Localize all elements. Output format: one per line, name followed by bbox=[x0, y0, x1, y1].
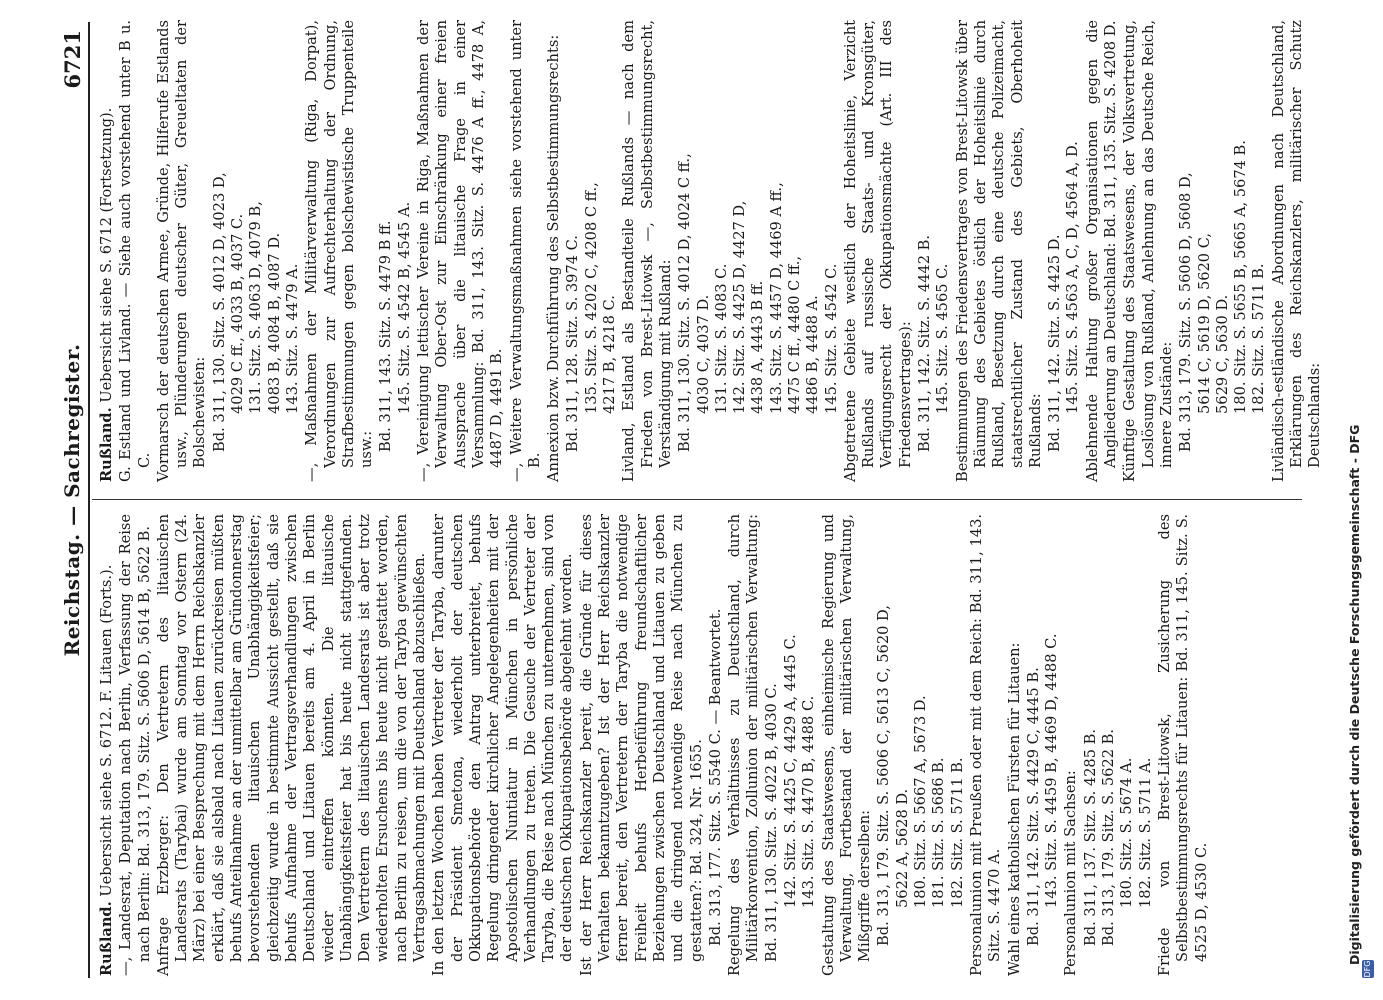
entry-text: Livländisch-estländische Abordnungen nach Deutschland, Erklärungen des Reichskanzlers, militärischer Schutz Deutschlands: bbox=[1269, 20, 1324, 482]
reference-line: Bd. 311, 128. Sitz. S. 3974 C. bbox=[564, 235, 582, 452]
reference-line: 131. Sitz. S. 4083 C. bbox=[712, 263, 730, 414]
entry-text: Annexion bzw. Durchführung des Selbstbestimmungsrechts: bbox=[545, 34, 563, 482]
entry-heading: Rußland. bbox=[98, 407, 115, 482]
reference-list bbox=[564, 20, 619, 482]
index-entry bbox=[954, 20, 1045, 482]
reference-line: 5622 A, 5628 D. bbox=[893, 788, 911, 908]
reference-line: 135. Sitz. S. 4202 C, 4208 C ff., bbox=[582, 182, 600, 414]
reference-line: 181. Sitz. S. 5686 B. bbox=[930, 757, 948, 908]
index-entry bbox=[117, 514, 154, 976]
entry-heading: Rußland. bbox=[98, 901, 115, 976]
index-entry bbox=[1062, 514, 1080, 976]
entry-text: —, Vereinigung lettischer Vereine in Riga, Maßnahmen der Verwaltung Ober-Ost zur Einschränkung einer freien Aussprache über die litauische Frage in einer Versammlung: Bd. 311, 143. Sitz. S. 4476 A ff., 4478 A, 4487 D, 4491 B. bbox=[415, 20, 506, 482]
running-title: Reichstag. — Sachregister. bbox=[60, 343, 84, 657]
reference-line: Bd. 311, 143. Sitz. S. 4479 B ff. bbox=[377, 220, 395, 452]
reference-line: 142. Sitz. S. 4425 D, 4427 D, bbox=[731, 200, 749, 414]
index-entry bbox=[726, 514, 781, 976]
reference-line: Bd. 311, 137. Sitz. S. 4285 B. bbox=[1081, 728, 1099, 946]
entry-text: Ist der Herr Reichskanzler bereit, die Gründe für dieses Verhalten bekanntzugeben? Ist der Herr Reichskanzler ferner bereit, den Vertretern der Taryba die notwendige Freiheit behufs Herbeiführung freundschaftlicher Beziehungen zwischen Deutschland und Litauen zu geben und die dringend notwendige Reise nach München zu gestatten?: Bd. 324, Nr. 1655. bbox=[577, 514, 705, 976]
entry-text: Wahl eines katholischen Fürsten für Litauen: bbox=[1005, 642, 1023, 976]
index-entry bbox=[820, 514, 875, 976]
entry-text: —, Landesrat, Deputation nach Berlin, Verfassung der Reise nach Berlin: Bd. 313, 179. Sitz. S. 5606 D, 5614 B, 5622 B. bbox=[117, 514, 153, 976]
reference-line: 143. Sitz. S. 4459 B, 4469 D, 4488 C. bbox=[1043, 633, 1061, 908]
entry-text: Livland, Estland als Bestandteile Rußlands — nach dem Frieden von Brest-Litowsk —, Selbstbestimmungsrecht, Verständigung mit Rußland: bbox=[620, 20, 674, 482]
index-entry bbox=[968, 514, 1005, 976]
index-entry bbox=[620, 20, 675, 482]
reference-line: 145. Sitz. S. 4542 C. bbox=[822, 263, 840, 414]
index-entry bbox=[155, 514, 429, 976]
reference-line: 143. Sitz. S. 4479 A. bbox=[283, 263, 301, 414]
column-rule bbox=[92, 499, 1302, 500]
reference-list bbox=[707, 514, 725, 976]
right-column bbox=[98, 20, 1324, 482]
index-entry bbox=[303, 20, 376, 482]
entry-text: Uebersicht siehe S. 6712 (Fortsetzung). bbox=[98, 107, 115, 403]
reference-line: Bd. 311, 142. Sitz. S. 4425 D. bbox=[1046, 234, 1064, 452]
reference-line: 180. Sitz. S. 5655 B, 5665 A, 5674 B. bbox=[1232, 140, 1250, 414]
reference-line: 5614 C, 5619 D, 5620 C, bbox=[1195, 232, 1213, 414]
entry-text: Anfrage Erzberger: Den Vertretern des litauischen Landesrats (Tarybai) wurde am Sonntag vor Ostern (24. März) bei einer Besprechung mit dem Herrn Reichskanzler erklärt, daß sie alsbald nach Litauen zurückreisen müßten behufs Anteilnahme an der unmittelbar am Gründonnerstag bevorstehenden litauischen Unabhängigkeitsfeier; gleichzeitig wurde in bestimmte Aussicht gestellt, daß sie behufs Aufnahme der Vertragsverhandlungen zwischen Deutschland und Litauen bereits am 4. April in Berlin wieder eintreffen könnten. Die litauische Unabhängigkeitsfeier hat bis heute nicht stattgefunden. Den Vertretern des litauischen Landesrats ist aber trotz wiederholten Ersuchens bis heute nicht gestattet worden, nach Berlin zu reisen, um die von der Taryba gewünschten Vertragsabmachungen mit Deutschland abzuschließen. bbox=[154, 514, 429, 976]
reference-line: 143. Sitz. S. 4470 B, 4488 C. bbox=[800, 695, 818, 908]
reference-line: 182. Sitz. S. 5711 A. bbox=[1136, 757, 1154, 908]
reference-list bbox=[1082, 514, 1155, 976]
entry-text: Personalunion mit Preußen oder mit dem Reich: Bd. 311, 143. Sitz. S. 4470 A. bbox=[967, 514, 1004, 976]
entry-text: Regelung des Verhältnisses zu Deutschland, durch Militärkonvention, Zollunion der militärischen Verwaltung: Bd. 311, 130. Sitz. S. 4022 B, 4030 C. bbox=[726, 514, 780, 976]
reference-list bbox=[916, 20, 953, 482]
reference-line: 145. Sitz. S. 4565 C. bbox=[934, 263, 952, 414]
reference-line: 180. Sitz. S. 5674 A. bbox=[1118, 757, 1136, 908]
reference-line: 142. Sitz. S. 4425 C, 4429 A, 4445 C. bbox=[781, 634, 799, 908]
reference-line: 143. Sitz. S. 4457 D, 4469 A ff., bbox=[767, 182, 785, 414]
reference-list bbox=[1177, 20, 1268, 482]
reference-line: 4029 C ff., 4033 B, 4037 C. bbox=[229, 213, 247, 414]
index-entry bbox=[545, 20, 563, 482]
index-entry bbox=[578, 514, 706, 976]
index-entry bbox=[430, 514, 576, 976]
reference-line: 4486 B, 4488 A. bbox=[804, 295, 822, 414]
reference-line: 145. Sitz. S. 4542 B, 4545 A. bbox=[395, 201, 413, 414]
index-entry bbox=[842, 20, 915, 482]
entry-text: —, Maßnahmen der Militärverwaltung (Riga, Dorpat), Verordnungen zur Aufrechterhaltung der Ordnung, Strafbestimmungen gegen bolschewistische Truppenteile usw.: bbox=[303, 20, 376, 482]
entry-text: Abgetretene Gebiete westlich der Hoheitslinie, Verzicht Rußlands auf russische Staats- und Kronsgüter, Verfügungsrecht der Okkupationsmächte (Art. III des Friedensvertrages): bbox=[841, 20, 914, 482]
reference-line: Bd. 311, 130. Sitz. S. 4012 D, 4024 C ff., bbox=[676, 153, 694, 452]
index-entry bbox=[1084, 20, 1121, 482]
left-column bbox=[98, 514, 1308, 976]
reference-line: Bd. 313, 179. Sitz. S. 5622 B. bbox=[1100, 728, 1118, 946]
index-entry bbox=[1121, 20, 1176, 482]
entry-text: —, Weitere Verwaltungsmaßnahmen siehe vorstehend unter B. bbox=[507, 20, 543, 482]
digitization-note: Digitalisierung gefördert durch die Deutsche Forschungsgemeinschaft - DFG bbox=[1347, 424, 1362, 965]
dfg-logo: DFG bbox=[1363, 960, 1372, 978]
index-entry bbox=[508, 20, 545, 482]
reference-line: Bd. 313, 177. Sitz. S. 5540 C. — Beantwortet. bbox=[706, 608, 724, 946]
reference-line: Bd. 311, 130. Sitz. S. 4012 D, 4023 D, bbox=[210, 172, 228, 452]
reference-line: 4083 B, 4084 B, 4087 D. bbox=[265, 232, 283, 414]
reference-line: Bd. 311, 142. Sitz. S. 4442 B. bbox=[916, 234, 934, 452]
reference-line: 180. Sitz. S. 5667 A, 5673 D. bbox=[912, 695, 930, 908]
reference-line: 4030 C, 4037 D. bbox=[694, 294, 712, 414]
index-entry bbox=[415, 20, 506, 482]
reference-line: Bd. 311, 142. Sitz. S. 4429 C, 4445 B. bbox=[1024, 667, 1042, 946]
entry-text: Friede von Brest-Litowsk, Zusicherung des Selbstbestimmungsrechts für Litauen: Bd. 311, 145. Sitz. S. 4525 D, 4530 C. bbox=[1155, 514, 1210, 976]
reference-list bbox=[1046, 20, 1083, 482]
entry-text: In den letzten Wochen haben Vertreter der Taryba, darunter der Präsident Smetona, wiederholt der deutschen Okkupationsbehörde den Antrag unterbreitet, behufs Regelung dringender kirchlicher Angelegenheiten mit der Apostolischen Nuntiatur in München in persönliche Verhandlungen zu treten. Die Gesuche der Vertreter der Taryba, die Reise nach München zu unternehmen, sind von der deutschen Okkupationsbehörde abgelehnt worden. bbox=[430, 514, 576, 976]
reference-line: Bd. 313, 179. Sitz. S. 5606 C, 5613 C, 5620 D, bbox=[875, 605, 893, 946]
reference-line: Bd. 313, 179. Sitz. S. 5606 D, 5608 D, bbox=[1177, 172, 1195, 452]
reference-list bbox=[676, 20, 841, 482]
reference-line: 4475 C ff., 4480 C ff., bbox=[785, 255, 803, 414]
index-entry bbox=[1270, 20, 1325, 482]
entry-text: G. Estland und Livland. — Siehe auch vorstehend unter B u. C. bbox=[117, 20, 153, 482]
reference-line: 4217 B, 4218 C. bbox=[601, 295, 619, 414]
reference-list bbox=[875, 514, 966, 976]
entry-text: Gestaltung des Staatswesens, einheimische Regierung und Verwaltung, Fortbestand der militärischen Verwaltung, Mißgriffe derselben: bbox=[819, 514, 874, 976]
index-entry bbox=[117, 20, 154, 482]
index-entry bbox=[1156, 514, 1211, 976]
index-entry bbox=[155, 20, 210, 482]
reference-list bbox=[782, 514, 819, 976]
index-entry bbox=[98, 514, 116, 976]
entry-text: Uebersicht siehe S. 6712. F. Litauen (Forts.). bbox=[98, 564, 115, 897]
entry-text: Ablehnende Haltung großer Organisationen gegen die Angliederung an Deutschland: Bd. 311, 135. Sitz. S. 4208 D. bbox=[1083, 20, 1120, 482]
index-entry bbox=[98, 20, 116, 482]
entry-text: Personalunion mit Sachsen: bbox=[1062, 770, 1080, 976]
entry-text: Bestimmungen des Friedensvertrages von Brest-Litowsk über Räumung des Gebietes östlich der Hoheitslinie durch Rußland, Besetzung durch eine deutsche Polizeimacht, staatsrechtlicher Zustand des Gebiets, Oberhoheit Rußlands: bbox=[953, 20, 1044, 482]
index-entry bbox=[1006, 514, 1024, 976]
page-number: 6721 bbox=[60, 30, 85, 89]
reference-line: 182. Sitz. S. 5711 B. bbox=[948, 757, 966, 908]
reference-list bbox=[1025, 514, 1062, 976]
entry-text: Vormarsch der deutschen Armee, Gründe, Hilferufe Estlands usw., Plünderungen deutscher Güter, Greueltaten der Bolschewisten: bbox=[154, 20, 209, 482]
entry-text: Künftige Gestaltung des Staatswesens, der Volksvertretung, Loslösung von Rußland, Anlehnung an das Deutsche Reich, innere Zustände: bbox=[1121, 20, 1175, 482]
reference-line: 145. Sitz. S. 4563 A, C, D, 4564 A, D. bbox=[1064, 141, 1082, 414]
reference-line: 4438 A, 4443 B ff. bbox=[749, 280, 767, 414]
reference-line: 182. Sitz. S. 5711 B. bbox=[1250, 263, 1268, 414]
reference-list bbox=[211, 20, 302, 482]
reference-line: 5629 C, 5630 D. bbox=[1213, 294, 1231, 414]
reference-line: 131. Sitz. S. 4063 D, 4079 B, bbox=[247, 201, 265, 414]
header-rule bbox=[88, 22, 90, 978]
reference-list bbox=[377, 20, 414, 482]
